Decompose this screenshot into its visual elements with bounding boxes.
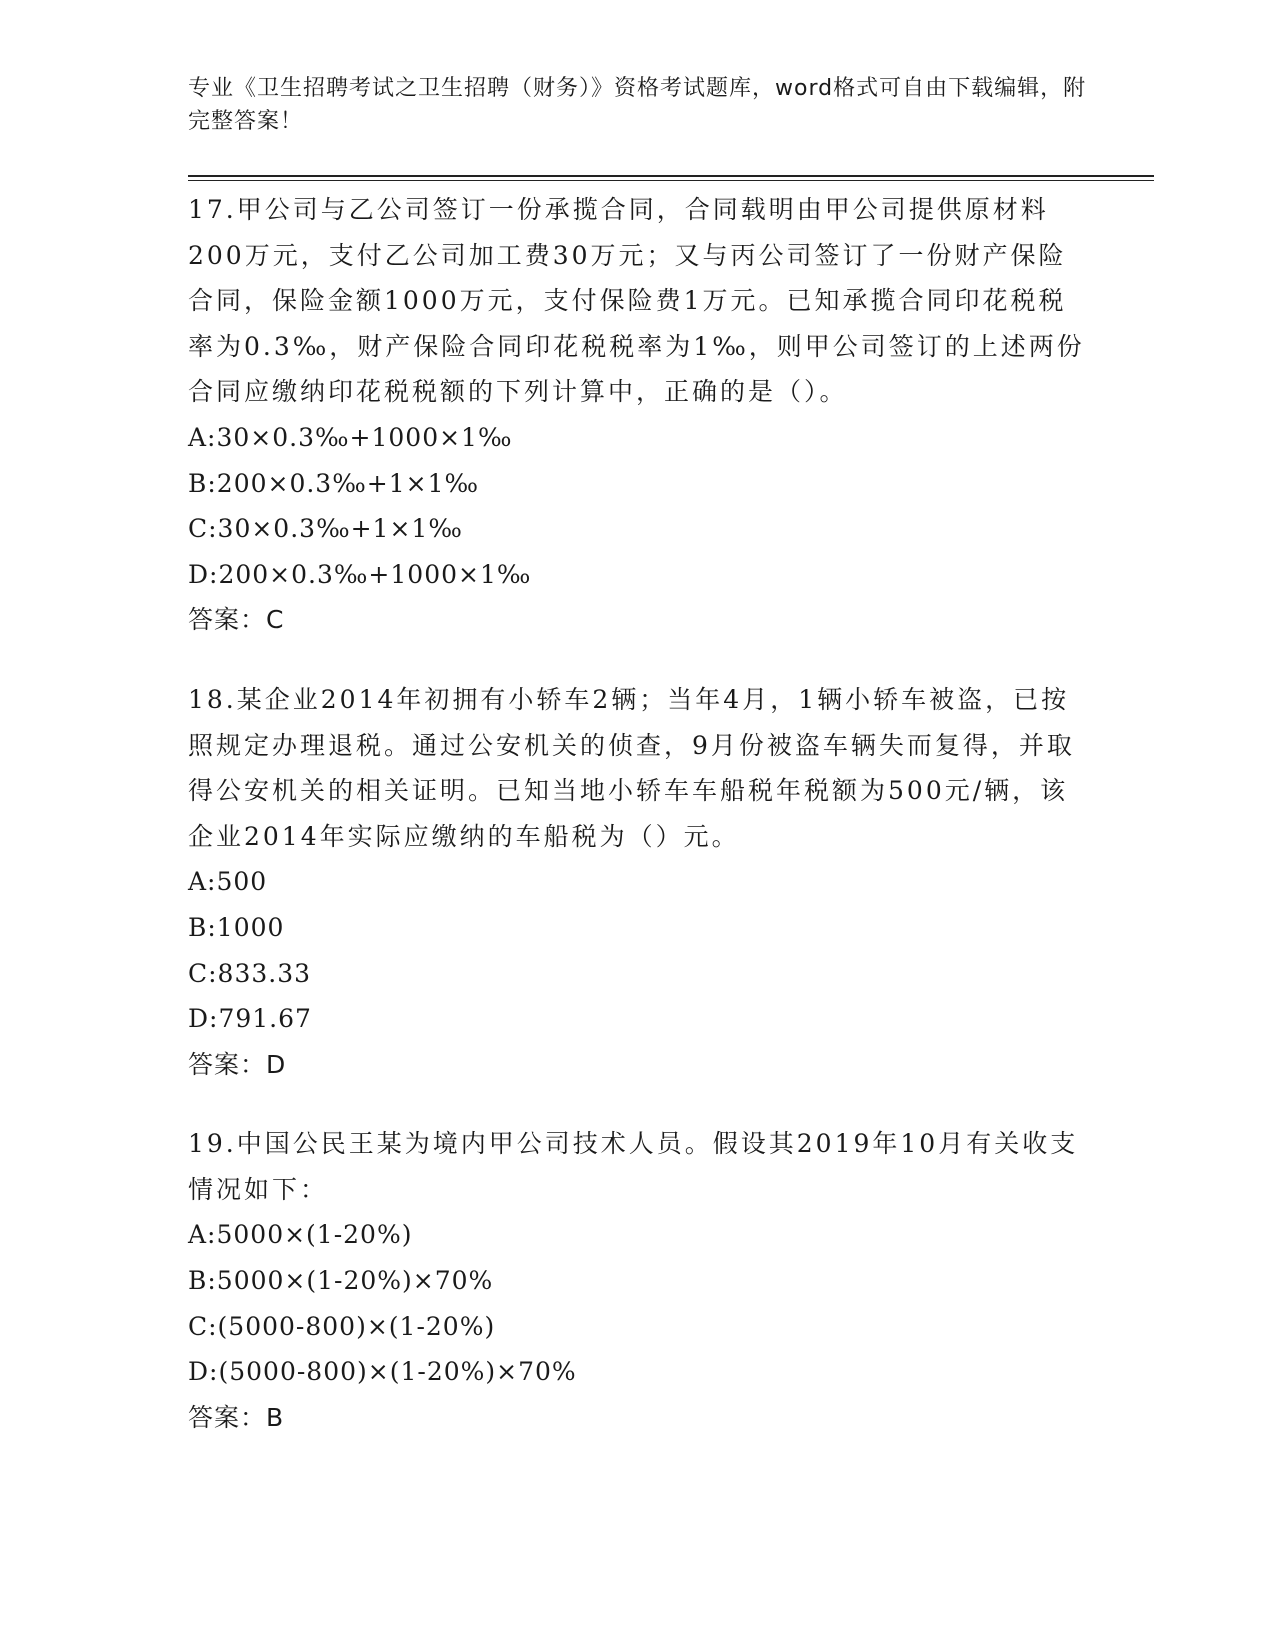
question-stem: 17.甲公司与乙公司签订一份承揽合同，合同载明由甲公司提供原材料200万元，支付乙公司加工费30万元；又与丙公司签订了一份财产保险合同，保险金额1000万元，支付保险费1万元。已知承揽合同印花税税率为0.3‰，财产保险合同印花税税率为1‰，则甲公司签订的上述两份合同应缴纳印花税税额的下列计算中，正确的是（）。 [188, 195, 1085, 407]
option-c: C:(5000-800)×(1-20%) [188, 1311, 496, 1341]
option-d: D:791.67 [188, 1004, 312, 1034]
question-18 [188, 677, 1088, 1087]
answer-label: 答案：B [188, 1402, 285, 1432]
option-c: C:833.33 [188, 958, 312, 988]
option-a: A:30×0.3‰+1000×1‰ [188, 422, 513, 452]
question-19 [188, 1121, 1088, 1440]
answer-label: 答案：C [188, 605, 285, 635]
option-d: D:200×0.3‰+1000×1‰ [188, 559, 532, 589]
document-header: 专业《卫生招聘考试之卫生招聘（财务）》资格考试题库，word格式可自由下载编辑，附完整答案！ [188, 76, 1087, 134]
option-b: B:5000×(1-20%)×70% [188, 1266, 494, 1296]
option-d: D:(5000-800)×(1-20%)×70% [188, 1357, 577, 1387]
option-b: B:1000 [188, 912, 285, 942]
question-17 [188, 187, 1088, 643]
question-stem: 19.中国公民王某为境内甲公司技术人员。假设其2019年10月有关收支情况如下： [188, 1129, 1079, 1204]
option-b: B:200×0.3‰+1×1‰ [188, 468, 480, 498]
question-list [188, 187, 1088, 1474]
option-a: A:500 [188, 867, 268, 897]
answer-label: 答案：D [188, 1049, 287, 1079]
question-stem: 18.某企业2014年初拥有小轿车2辆；当年4月，1辆小轿车被盗，已按照规定办理退税。通过公安机关的侦查，9月份被盗车辆失而复得，并取得公安机关的相关证明。已知当地小轿车车船税年税额为500元/辆，该企业2014年实际应缴纳的车船税为（）元。 [188, 684, 1075, 851]
header-divider [188, 175, 1154, 181]
option-a: A:5000×(1-20%) [188, 1220, 413, 1250]
option-c: C:30×0.3‰+1×1‰ [188, 514, 463, 544]
